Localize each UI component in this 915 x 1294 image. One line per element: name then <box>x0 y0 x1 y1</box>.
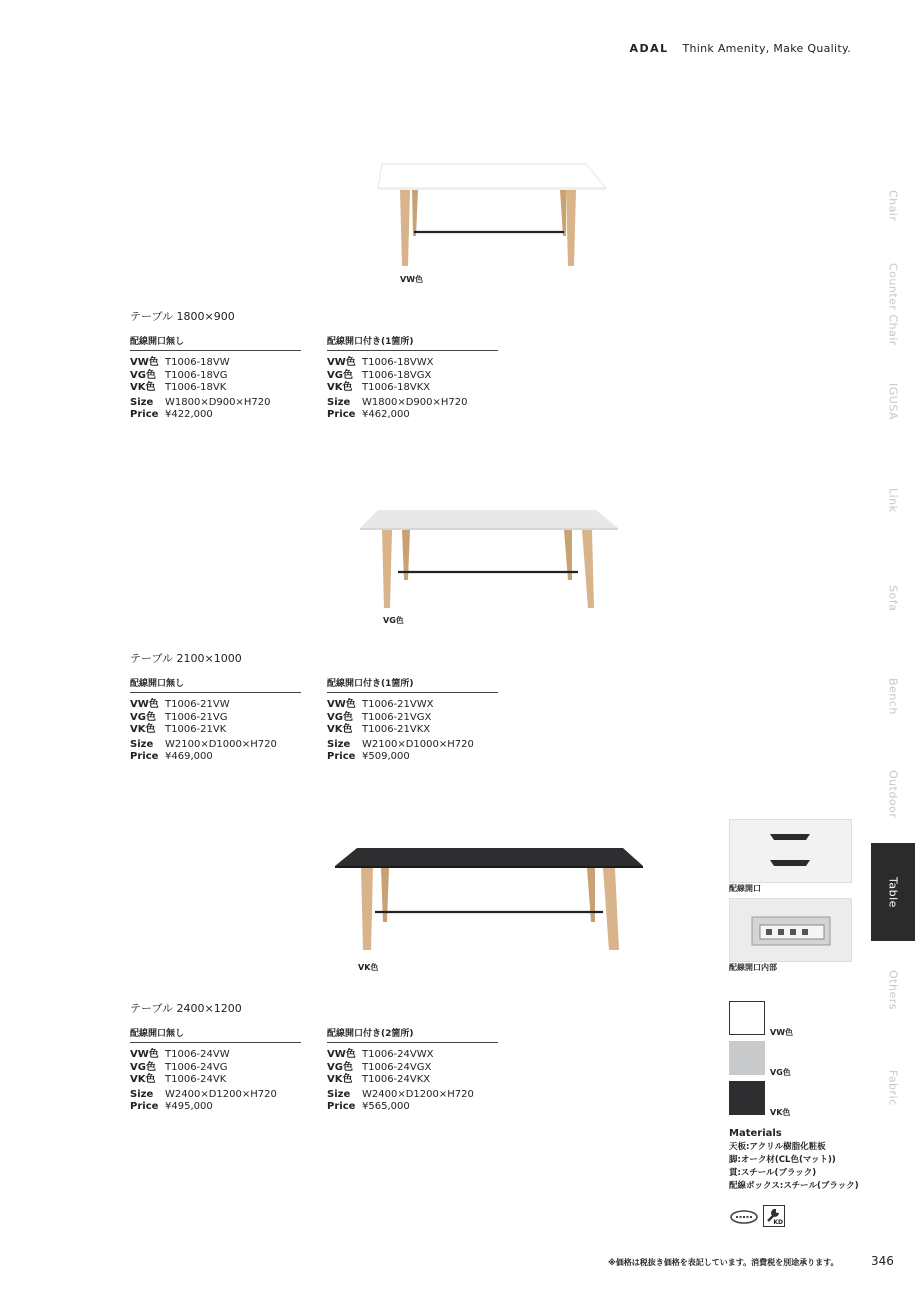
spec-column-no-opening <box>130 334 301 422</box>
size-row: Size W1800×D900×H720 <box>130 396 271 408</box>
wiring-opening-caption: 配線開口 <box>729 884 761 893</box>
spec-row: VW色 T1006-18VW <box>130 357 230 368</box>
table-image-vw <box>376 162 608 270</box>
spec-column-no-opening <box>130 676 301 764</box>
table-image-vk <box>333 846 645 954</box>
nav-item-counter-chair[interactable]: Counter Chair <box>886 262 900 346</box>
material-line: 脚:オーク材(CL色(マット)) <box>729 1155 836 1165</box>
material-line: 天板:アクリル樹脂化粧板 <box>729 1142 826 1152</box>
price-row: Price ¥495,000 <box>130 1101 213 1112</box>
nav-item-others[interactable]: Others <box>886 970 900 1010</box>
spec-row: VW色 T1006-21VWX <box>327 699 434 710</box>
size-row: Size W2400×D1200×H720 <box>327 1088 474 1100</box>
spec-row: VK色 T1006-21VKX <box>327 724 431 735</box>
spec-row: VW色 T1006-24VW <box>130 1049 230 1060</box>
spec-column-with-opening <box>327 676 498 764</box>
column-heading: 配線開口無し <box>130 676 301 693</box>
spec-row: VG色 T1006-24VGX <box>327 1061 432 1073</box>
tax-note: ※価格は税抜き価格を表記しています。消費税を別途承ります。 <box>608 1258 839 1267</box>
size-row: Size W2100×D1000×H720 <box>130 738 277 750</box>
wiring-opening-image <box>729 819 852 883</box>
spec-row: VK色 T1006-18VKX <box>327 382 431 393</box>
price-row: Price ¥565,000 <box>327 1101 410 1112</box>
product-2100 <box>130 650 510 764</box>
column-heading: 配線開口無し <box>130 1026 301 1043</box>
page-header <box>629 42 851 55</box>
size-row: Size W1800×D900×H720 <box>327 396 468 408</box>
nav-item-outdoor[interactable]: Outdoor <box>886 769 900 819</box>
product-1800 <box>130 308 510 422</box>
nav-item-fabric[interactable]: Fabric <box>886 1070 900 1106</box>
column-heading: 配線開口付き(1箇所) <box>327 334 498 351</box>
spec-row: VW色 T1006-24VWX <box>327 1049 434 1060</box>
column-heading: 配線開口無し <box>130 334 301 351</box>
swatch-vk <box>729 1081 765 1115</box>
spec-row: VG色 T1006-24VG <box>130 1061 228 1073</box>
size-row: Size W2400×D1200×H720 <box>130 1088 277 1100</box>
spec-row: VW色 T1006-18VWX <box>327 357 434 368</box>
product-title: テーブル 2400×1200 <box>130 1002 242 1015</box>
spec-column-no-opening <box>130 1026 301 1114</box>
brand-tagline: Think Amenity, Make Quality. <box>682 42 851 55</box>
product-title: テーブル 2100×1000 <box>130 652 242 665</box>
kd-knockdown-icon <box>763 1205 785 1227</box>
price-row: Price ¥509,000 <box>327 751 410 762</box>
materials-title: Materials <box>729 1128 782 1139</box>
column-heading: 配線開口付き(1箇所) <box>327 676 498 693</box>
nav-item-sofa[interactable]: Sofa <box>886 584 900 612</box>
wiring-inside-image <box>729 898 852 962</box>
price-row: Price ¥422,000 <box>130 409 213 420</box>
spec-row: VK色 T1006-21VK <box>130 724 227 735</box>
swatch-vw <box>729 1001 765 1035</box>
kd-badge-label: KD <box>773 1219 783 1226</box>
spec-row: VK色 T1006-24VK <box>130 1074 227 1085</box>
swatch-vg <box>729 1041 765 1075</box>
spec-column-with-opening <box>327 334 498 422</box>
column-heading: 配線開口付き(2箇所) <box>327 1026 498 1043</box>
spec-row: VW色 T1006-21VW <box>130 699 230 710</box>
nav-item-bench[interactable]: Bench <box>886 677 900 715</box>
product-title: テーブル 1800×900 <box>130 310 235 323</box>
material-line: 貫:スチール(ブラック) <box>729 1168 817 1178</box>
image-caption-vg: VG色 <box>383 616 404 625</box>
spec-row: VG色 T1006-21VGX <box>327 711 432 723</box>
spec-column-with-opening <box>327 1026 498 1114</box>
image-caption-vk: VK色 <box>358 963 379 972</box>
nav-item-table[interactable]: Table <box>871 843 915 941</box>
eco-mark-icon <box>729 1208 759 1226</box>
spec-row: VK色 T1006-24VKX <box>327 1074 431 1085</box>
brand-name: ADAL <box>629 42 669 55</box>
swatch-label-vw: VW色 <box>770 1028 794 1037</box>
material-line: 配線ボックス:スチール(ブラック) <box>729 1181 859 1191</box>
table-image-vg <box>358 508 620 610</box>
nav-item-link[interactable]: Link <box>886 487 900 513</box>
product-2400 <box>130 1000 510 1114</box>
spec-row: VG色 T1006-21VG <box>130 711 228 723</box>
spec-row: VG色 T1006-18VGX <box>327 369 432 381</box>
nav-item-igusa[interactable]: IGUSA <box>886 383 900 421</box>
size-row: Size W2100×D1000×H720 <box>327 738 474 750</box>
swatch-label-vk: VK色 <box>770 1108 791 1117</box>
spec-row: VK色 T1006-18VK <box>130 382 227 393</box>
spec-row: VG色 T1006-18VG <box>130 369 228 381</box>
wiring-inside-caption: 配線開口内部 <box>729 963 777 972</box>
image-caption-vw: VW色 <box>400 275 424 284</box>
price-row: Price ¥469,000 <box>130 751 213 762</box>
nav-item-chair[interactable]: Chair <box>886 190 900 222</box>
price-row: Price ¥462,000 <box>327 409 410 420</box>
swatch-label-vg: VG色 <box>770 1068 791 1077</box>
materials-block <box>729 1127 859 1193</box>
page-number: 346 <box>871 1254 894 1268</box>
